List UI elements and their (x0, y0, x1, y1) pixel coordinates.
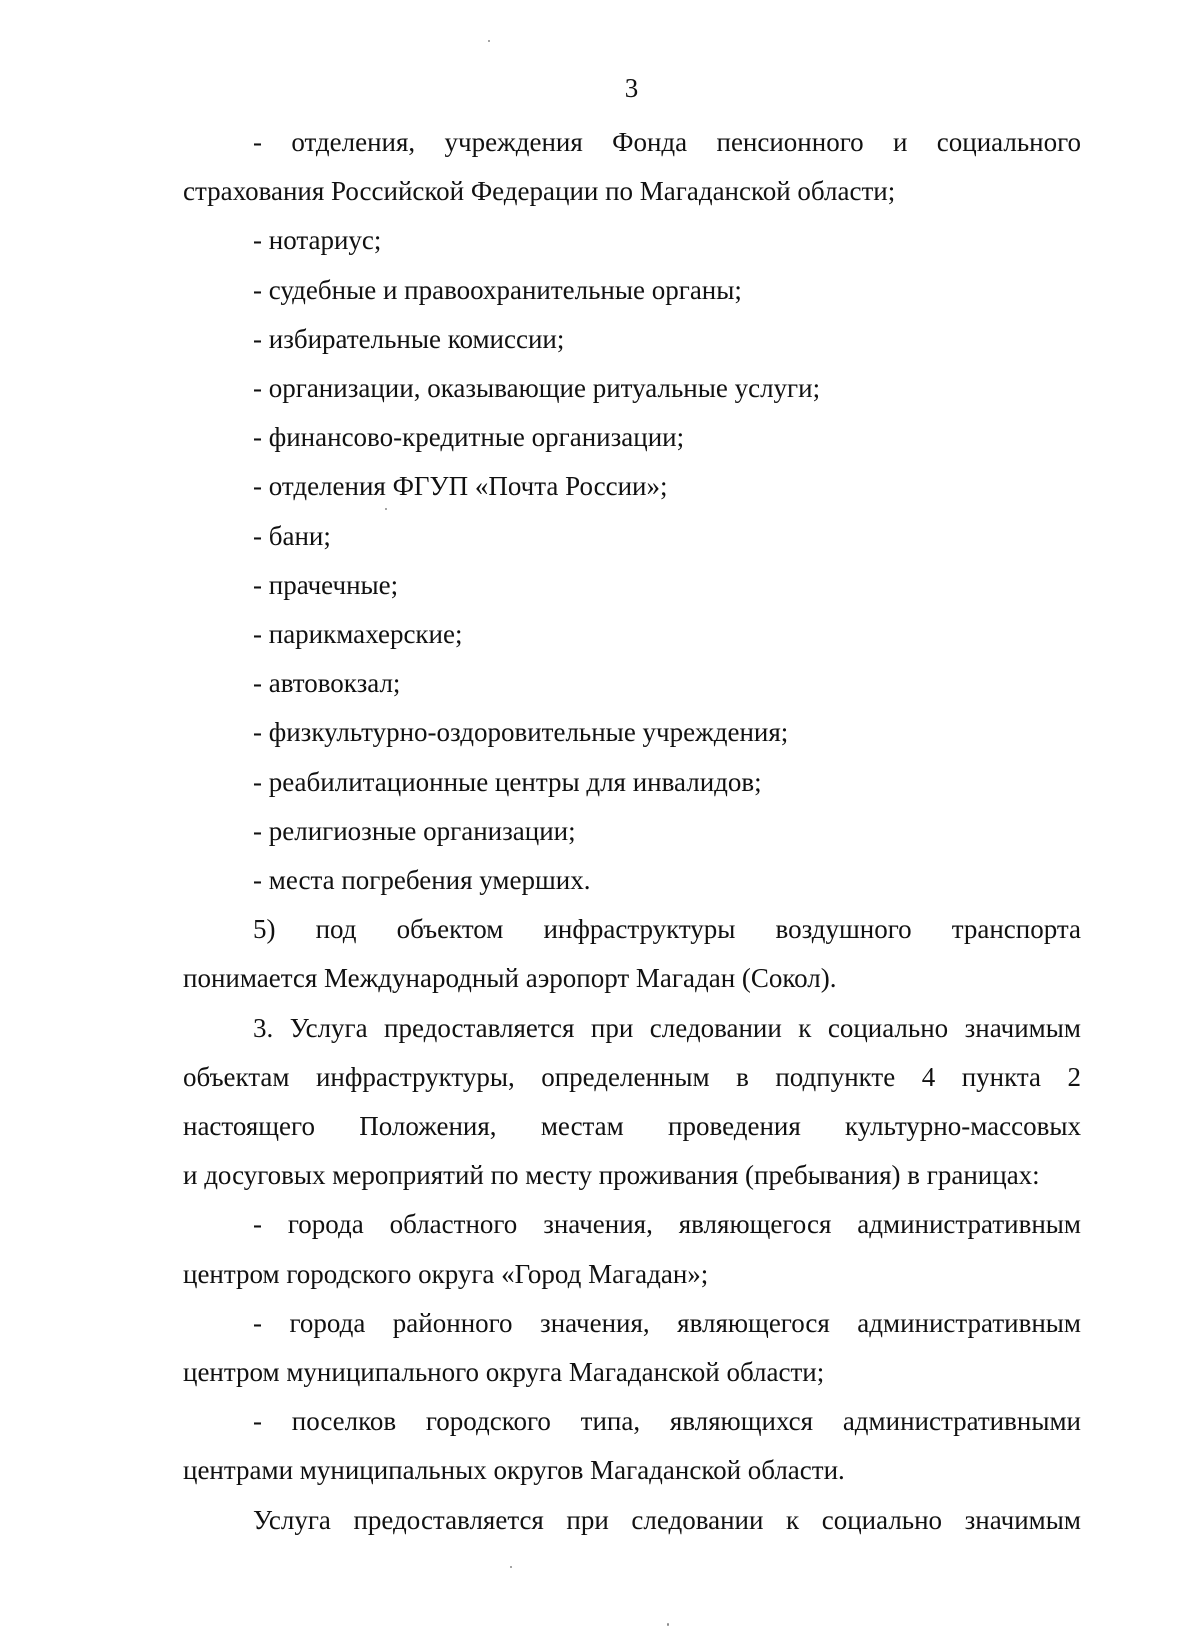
text-line: настоящего Положения, местам проведения культурно-массовых (183, 1111, 1081, 1142)
list-item: - места погребения умерших. (253, 865, 591, 896)
list-item: - физкультурно-оздоровительные учреждения; (253, 717, 789, 748)
text-line: - отделения, учреждения Фонда пенсионного и социального (253, 127, 1081, 157)
scan-speck (488, 40, 490, 42)
text-line: - города районного значения, являющегося административным (253, 1307, 1081, 1338)
list-item: - отделения ФГУП «Почта России»; (253, 471, 668, 502)
list-item: - организации, оказывающие ритуальные услуги; (253, 373, 821, 404)
list-item: - религиозные организации; (253, 815, 576, 846)
text-line: объектам инфраструктуры, определенным в подпункте 4 пункта 2 (183, 1061, 1081, 1092)
text-line: 3. Услуга предоставляется при следовании к социально значимым (253, 1012, 1081, 1043)
text-line: центром муниципального округа Магаданской области; (183, 1357, 825, 1388)
scan-speck (510, 1566, 512, 1568)
text-line: центрами муниципальных округов Магаданской области. (183, 1455, 845, 1486)
text-line: центром городского округа «Город Магадан»; (183, 1258, 709, 1289)
text-line: 5) под объектом инфраструктуры воздушного транспорта (253, 914, 1081, 945)
list-item: - избирательные комиссии; (253, 323, 565, 354)
list-item: - нотариус; (253, 225, 382, 256)
list-item: - парикмахерские; (253, 619, 463, 650)
page-number: 3 (624, 73, 639, 103)
text-line: понимается Международный аэропорт Магадан (Сокол). (183, 963, 837, 994)
scan-speck (385, 508, 387, 510)
text-line: Услуга предоставляется при следовании к социально значимым (253, 1504, 1081, 1535)
list-item: - реабилитационные центры для инвалидов; (253, 766, 762, 797)
scan-speck (667, 1623, 669, 1626)
list-item: - бани; (253, 520, 331, 551)
text-line: и досуговых мероприятий по месту проживания (пребывания) в границах: (183, 1160, 1040, 1191)
list-item: - финансово-кредитные организации; (253, 422, 685, 453)
list-item: - автовокзал; (253, 668, 401, 699)
text-line: - поселков городского типа, являющихся административными (253, 1406, 1081, 1437)
list-item: - судебные и правоохранительные органы; (253, 274, 742, 305)
list-item: - прачечные; (253, 569, 399, 600)
text-line: - города областного значения, являющегося административным (253, 1209, 1081, 1240)
document-body (183, 118, 1081, 1545)
text-line: страхования Российской Федерации по Магаданской области; (183, 176, 896, 207)
